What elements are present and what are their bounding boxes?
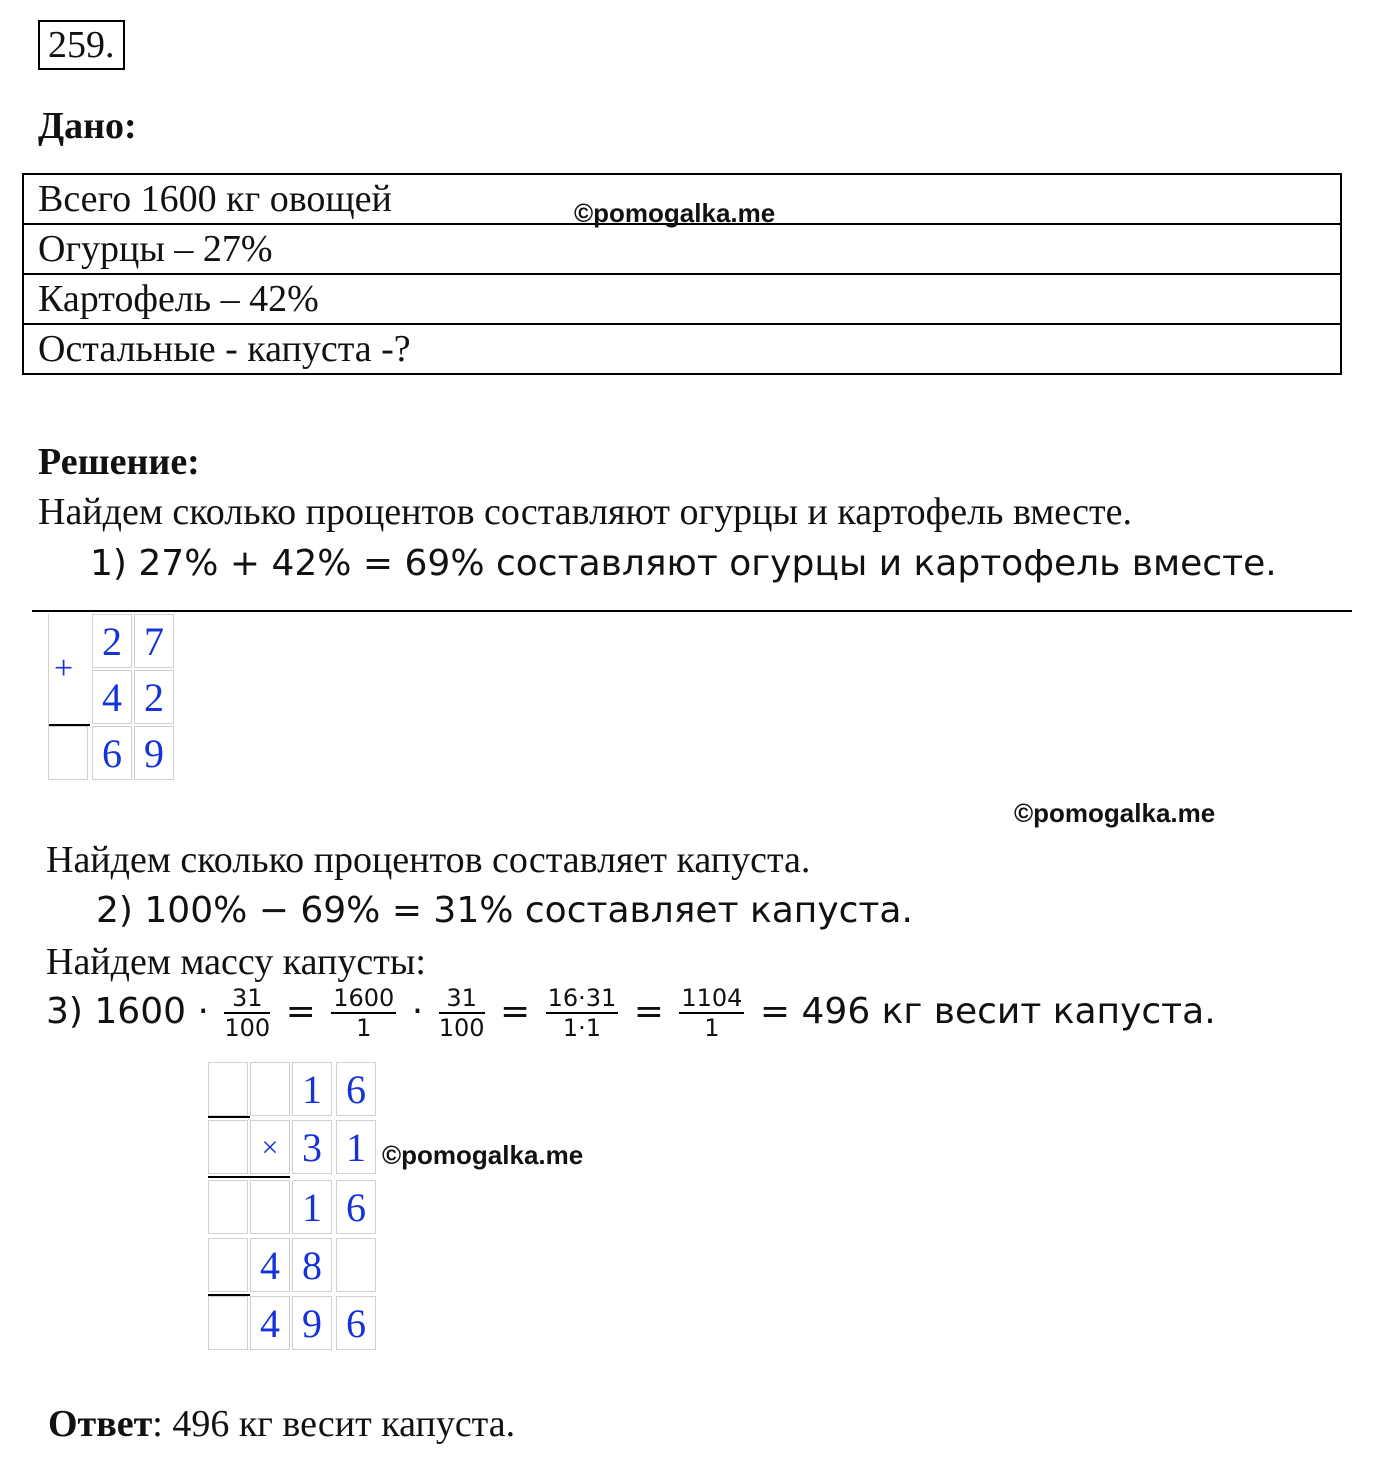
grid-cell xyxy=(208,1180,248,1234)
sum-underline xyxy=(48,724,90,726)
digit-cell: 4 xyxy=(250,1238,290,1292)
fraction xyxy=(546,984,619,1042)
step2-equation: 2) 100% − 69% = 31% составляет капуста. xyxy=(96,890,913,931)
given-cell: Огурцы – 27% xyxy=(23,224,1341,274)
digit-cell: 8 xyxy=(292,1238,332,1292)
product-underline xyxy=(208,1176,290,1178)
given-cell: Остальные - капуста -? xyxy=(23,324,1341,374)
step3-intro: Найдем массу капусты: xyxy=(46,941,426,983)
answer-label: Ответ xyxy=(48,1403,153,1445)
grid-line xyxy=(48,614,49,726)
given-cell: Картофель – 42% xyxy=(23,274,1341,324)
step3-suffix: = 496 кг весит капуста. xyxy=(759,991,1216,1032)
digit-cell: 9 xyxy=(134,726,174,780)
grid-cell xyxy=(208,1296,248,1350)
denominator: 100 xyxy=(438,1014,485,1042)
given-cell: Всего 1600 кг овощей xyxy=(23,174,1341,224)
given-heading: Дано: xyxy=(38,105,137,147)
numerator: 1600 xyxy=(333,984,395,1012)
grid-cell xyxy=(250,1062,290,1116)
digit-cell: 3 xyxy=(292,1120,332,1174)
equals-sign: = xyxy=(499,991,531,1032)
given-row xyxy=(23,274,1341,324)
grid-cell xyxy=(208,1238,248,1292)
factor-underline xyxy=(208,1116,250,1118)
digit-cell: 6 xyxy=(336,1180,376,1234)
denominator: 1 xyxy=(704,1014,720,1042)
answer xyxy=(48,1402,515,1446)
digit-cell: 4 xyxy=(250,1296,290,1350)
equals-sign: = xyxy=(633,991,664,1032)
sum-underline xyxy=(208,1294,250,1296)
given-row xyxy=(23,224,1341,274)
digit-cell: 4 xyxy=(92,670,132,724)
fraction xyxy=(331,984,396,1042)
step1-intro: Найдем сколько процентов составляют огурцы и картофель вместе. xyxy=(38,491,1132,533)
equals-sign: = xyxy=(285,991,316,1032)
problem-number: 259. xyxy=(38,20,125,70)
digit-cell: 7 xyxy=(134,614,174,668)
grid-cell xyxy=(336,1238,376,1292)
fraction xyxy=(224,984,270,1042)
answer-text: : 496 кг весит капуста. xyxy=(152,1403,516,1445)
grid-cell xyxy=(208,1062,248,1116)
step1-equation: 1) 27% + 42% = 69% составляют огурцы и картофель вместе. xyxy=(90,543,1277,584)
denominator: 100 xyxy=(224,1014,271,1042)
digit-cell: 1 xyxy=(292,1180,332,1234)
watermark: ©pomogalka.me xyxy=(382,1140,584,1170)
grid-cell xyxy=(48,726,88,780)
fraction xyxy=(439,984,485,1042)
digit-cell: 6 xyxy=(92,726,132,780)
solution-heading: Решение: xyxy=(38,441,200,483)
given-row xyxy=(23,324,1341,374)
digit-cell: 2 xyxy=(134,670,174,724)
digit-cell: 6 xyxy=(336,1296,376,1350)
digit-cell: 9 xyxy=(292,1296,332,1350)
numerator: 16·31 xyxy=(547,984,617,1012)
denominator: 1 xyxy=(356,1014,372,1042)
step3-equation xyxy=(46,984,1216,1042)
divider-line xyxy=(32,610,1352,612)
step3-prefix: 3) 1600 · xyxy=(46,991,209,1032)
denominator: 1·1 xyxy=(562,1014,602,1042)
grid-cell xyxy=(250,1180,290,1234)
numerator: 31 xyxy=(439,984,485,1014)
plus-icon: + xyxy=(54,650,74,687)
digit-cell: 2 xyxy=(92,614,132,668)
watermark: ©pomogalka.me xyxy=(1014,798,1216,828)
digit-cell: 6 xyxy=(336,1062,376,1116)
digit-cell: 1 xyxy=(336,1120,376,1174)
watermark: ©pomogalka.me xyxy=(574,198,776,228)
numerator: 1104 xyxy=(681,984,743,1012)
digit-cell: 1 xyxy=(292,1062,332,1116)
fraction xyxy=(679,984,744,1042)
multiply-dot: · xyxy=(411,991,424,1032)
numerator: 31 xyxy=(224,984,270,1014)
grid-cell xyxy=(208,1120,248,1174)
times-icon: × xyxy=(250,1120,290,1174)
step2-intro: Найдем сколько процентов составляет капуста. xyxy=(46,839,811,881)
